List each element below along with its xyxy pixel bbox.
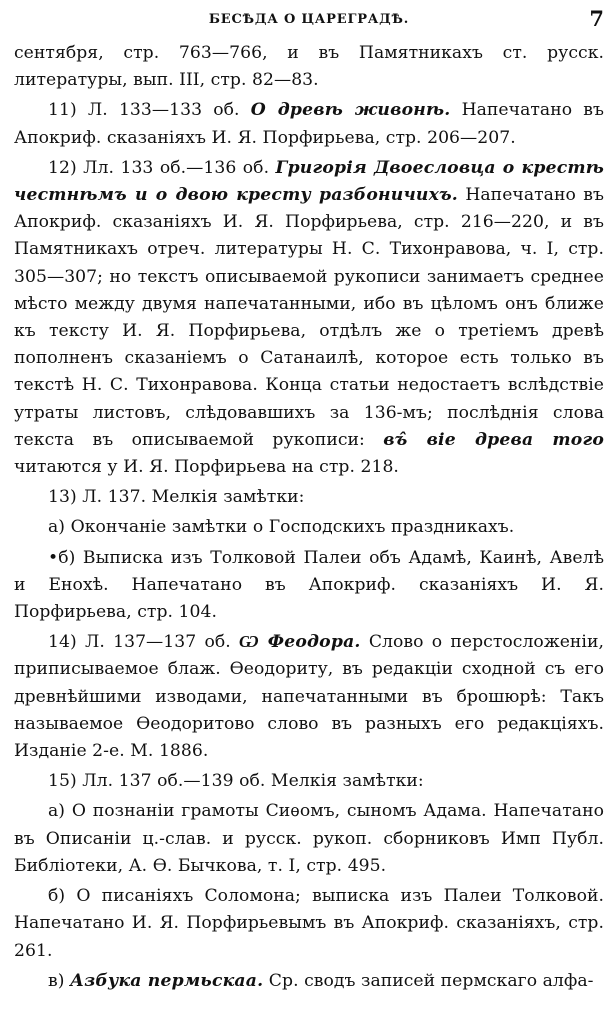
church-slavonic-title: О древѣ живонѣ. [250, 100, 451, 121]
paragraph-text: читаются у И. Я. Порфирьева на стр. 218. [14, 457, 399, 478]
paragraph-text: Напечатано въ Апокриф. сказаніяхъ И. Я. Порфирьева, стр. 216—220, и въ Памятникахъ отреч. литературы Н. С. Тихонравова, ч. I, стр. 305—307; но текстъ описываемой рукописи занимаетъ среднее мѣсто между двумя напечатанными, ибо въ цѣломъ онъ ближе къ тексту И. Я. Порфирьева, отдѣлъ же о третіемъ древѣ пополненъ сказаніемъ о Сатанаилѣ, которое есть только въ текстѣ Н. С. Тихонравова. Конца статьи недостаетъ вслѣдствіе утраты листовъ, слѣдовавшихъ за 136-мъ; послѣднія слова текста въ описываемой рукописи: [14, 185, 604, 450]
item-reference: 11) Л. 133—133 об. [48, 100, 251, 121]
paragraph-item-13 [14, 484, 604, 511]
paragraph-text: б) О писаніяхъ Соломона; выписка изъ Палеи Толковой. Напечатано И. Я. Порфирьевымъ въ Апокриф. сказаніяхъ, стр. 261. [14, 886, 604, 961]
church-slavonic-title: Азбука пермьскаа. [70, 970, 264, 991]
paragraph-item-15a [14, 798, 604, 880]
paragraph-text: Ср. сводъ записей пермскаго алфа- [263, 970, 594, 991]
paragraph-item-11 [14, 97, 604, 151]
paragraph-item-14 [14, 629, 604, 765]
church-slavonic-title: Ѡ Феодора. [239, 632, 361, 653]
paragraph-text: 13) Л. 137. Мелкія замѣтки: [48, 487, 305, 508]
running-head: БЕСѢДА О ЦАРЕГРАДѢ. [208, 12, 410, 27]
paragraph-text: Слово о перстосложеніи, приписываемое блаж. Ѳеодориту, въ редакціи сходной съ его древнѣйшими изводами, напечатанными въ брошюрѣ: Такъ называемое Ѳеодоритово слово въ разныхъ его редакціяхъ. Изданіе 2-е. М. 1886. [14, 632, 604, 762]
item-reference: в) [48, 970, 70, 991]
paragraph-sources-continued [14, 40, 604, 94]
paragraph-text: •б) Выписка изъ Толковой Палеи объ Адамѣ, Каинѣ, Авелѣ и Енохѣ. Напечатано въ Апокриф. сказаніяхъ И. Я. Порфирьева, стр. 104. [14, 547, 604, 623]
paragraph-item-12 [14, 155, 604, 481]
item-reference: 14) Л. 137—137 об. [48, 632, 240, 653]
paragraph-text: а) О познаніи грамоты Сиѳомъ, сыномъ Адама. Напечатано въ Описаніи ц.-слав. и русск. рукоп. сборниковъ Имп Публ. Библіотеки, А. Ѳ. Бычкова, т. I, стр. 495. [14, 801, 604, 876]
paragraph-item-15b [14, 883, 604, 965]
paragraph-text: Напечатано въ Апокриф. сказаніяхъ И. Я. Порфирьева, стр. 206—207. [14, 100, 604, 148]
paragraph-item-13b [14, 545, 604, 627]
paragraph-text: а) Окончаніе замѣтки о Господскихъ праздникахъ. [48, 517, 515, 538]
paragraph-item-13a [14, 514, 604, 541]
paragraph-item-15c [14, 968, 604, 995]
page-header [14, 6, 604, 40]
book-page [14, 6, 604, 1032]
paragraph-item-15 [14, 768, 604, 795]
item-reference: 12) Лл. 133 об.—136 об. [48, 157, 276, 178]
paragraph-text: 15) Лл. 137 об.—139 об. Мелкія замѣтки: [48, 771, 424, 792]
church-slavonic-title: Григорія Двоесловца о крестѣ честнѣмъ и о двою кресту разбоничихъ. [14, 157, 604, 206]
body-text [14, 40, 604, 995]
church-slavonic-quote: въ̂ віе древа того [383, 429, 604, 450]
paragraph-text: сентября, стр. 763—766, и въ Памятникахъ ст. русск. литературы, вып. III, стр. 82—83. [14, 43, 604, 91]
page-number: 7 [589, 6, 604, 31]
